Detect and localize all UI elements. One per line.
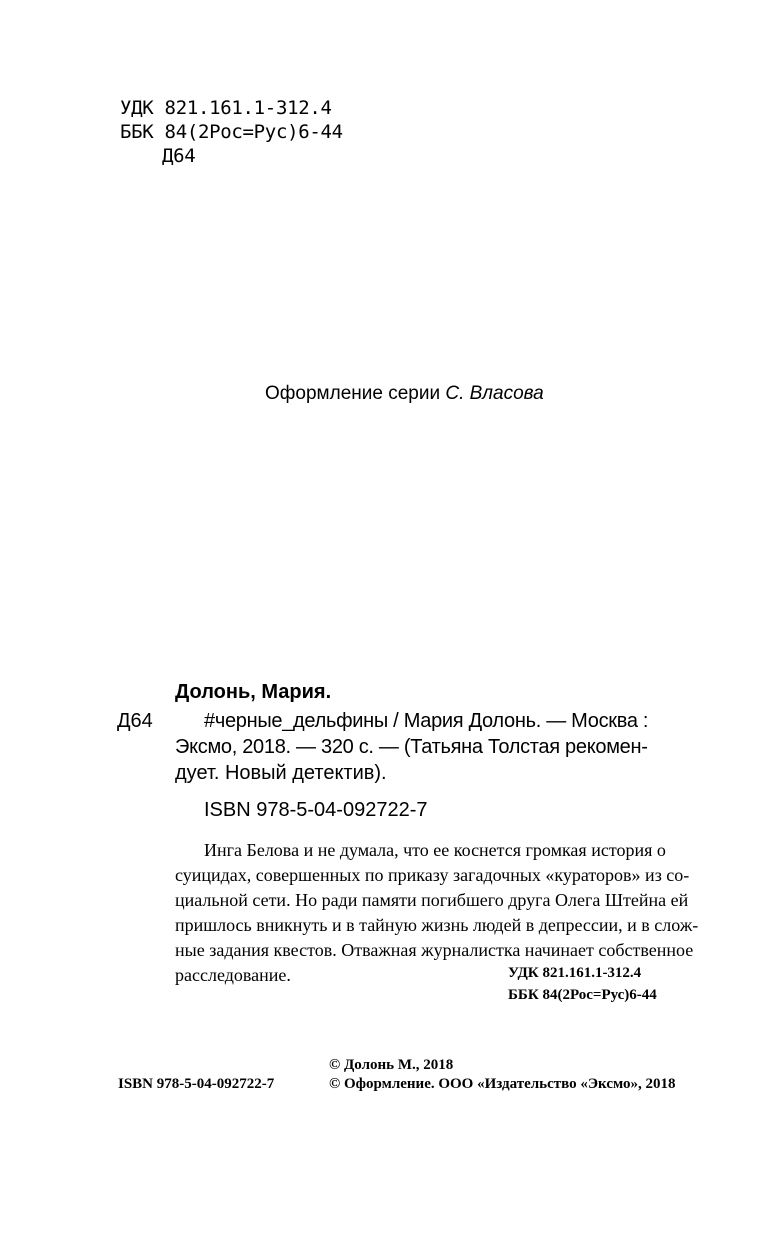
bib-line-2: Эксмо, 2018. — 320 с. — (Татьяна Толстая рекомен-: [175, 736, 648, 758]
bib-isbn: ISBN 978-5-04-092722-7: [204, 799, 428, 821]
udk-code: УДК 821.161.1-312.4: [120, 97, 332, 119]
bottom-bbk-code: ББК 84(2Рос=Рус)6-44: [508, 987, 657, 1003]
series-designer-name: С. Власова: [445, 383, 544, 404]
bib-author-mark: Д64: [117, 710, 153, 732]
series-design-label: Оформление серии: [265, 383, 441, 404]
annotation-line-4: пришлось вникнуть и в тайную жизнь людей в депрессии, и в слож-: [175, 915, 699, 935]
annotation-line-5: ные задания квестов. Отважная журналистка начинает собственное: [175, 940, 694, 960]
bib-line-1: #черные_дельфины / Мария Долонь. — Москва :: [204, 710, 649, 732]
footer-isbn: ISBN 978-5-04-092722-7: [118, 1076, 275, 1092]
annotation-line-1: Инга Белова и не думала, что ее коснется громкая история о: [204, 840, 666, 860]
copyright-design: © Оформление. ООО «Издательство «Эксмо», 2018: [329, 1076, 676, 1092]
bbk-code: ББК 84(2Рос=Рус)6-44: [120, 121, 343, 143]
annotation-line-6: расследование.: [175, 965, 291, 985]
annotation-line-3: циальной сети. Но ради памяти погибшего друга Олега Штейна ей: [175, 890, 689, 910]
author-mark: Д64: [162, 145, 196, 167]
annotation-line-2: суицидах, совершенных по приказу загадочных «кураторов» из со-: [175, 865, 690, 885]
copyright-author: © Долонь М., 2018: [329, 1057, 454, 1073]
bib-line-3: дует. Новый детектив).: [175, 762, 387, 784]
bottom-udk-code: УДК 821.161.1-312.4: [508, 965, 642, 981]
series-design-credit: [265, 383, 544, 405]
author-heading: Долонь, Мария.: [175, 681, 332, 703]
